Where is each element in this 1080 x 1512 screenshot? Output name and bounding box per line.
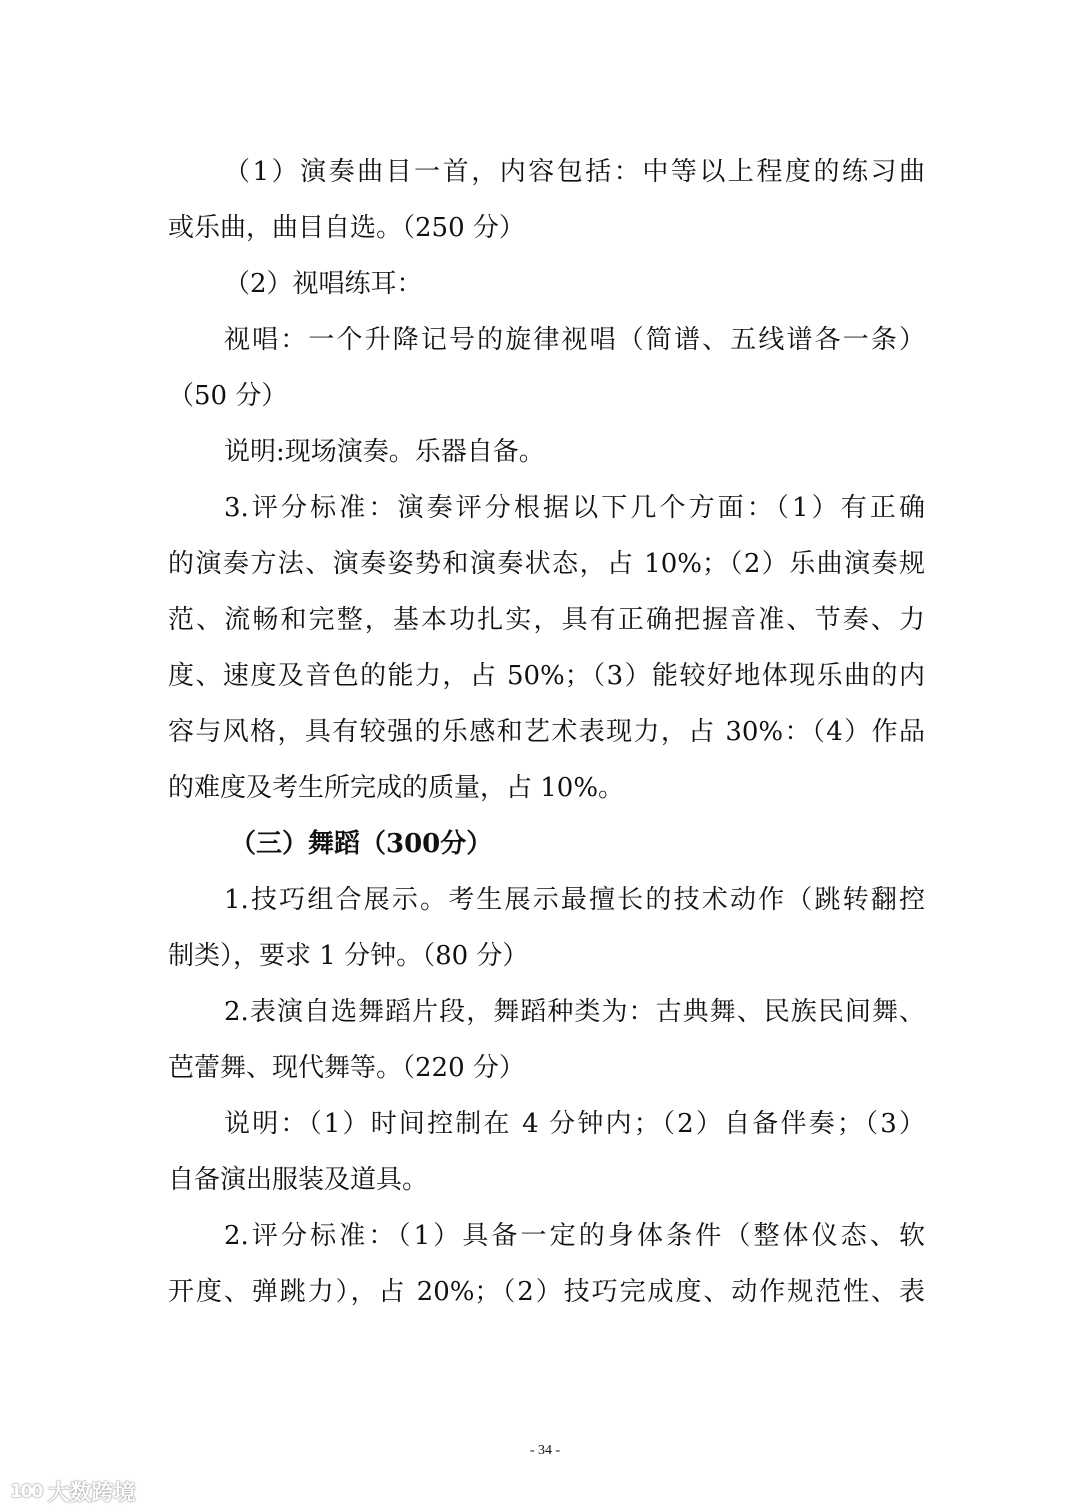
watermark [10,1476,136,1507]
text-line: 容与风格，具有较强的乐感和艺术表现力，占 30%：（4）作品 [168,717,925,747]
text-line: 范、流畅和完整，基本功扎实，具有正确把握音准、节奏、力 [168,605,925,635]
text-line: （50 分） [168,381,288,411]
text-line: （1）演奏曲目一首，内容包括：中等以上程度的练习曲 [224,157,925,187]
text-line: 1.技巧组合展示。考生展示最擅长的技术动作（跳转翻控 [224,885,925,915]
text-line: 制类），要求 1 分钟。（80 分） [168,941,529,971]
text-line: 视唱：一个升降记号的旋律视唱（简谱、五线谱各一条） [224,325,925,355]
section-heading: （三）舞蹈（300分） [230,829,493,859]
watermark-logo-icon: 100 [10,1481,42,1502]
text-line: 度、速度及音色的能力，占 50%；（3）能较好地体现乐曲的内 [168,661,925,691]
text-line: 或乐曲，曲目自选。（250 分） [168,213,525,243]
text-line: 说明:现场演奏。乐器自备。 [224,437,545,467]
document-body [168,144,925,1320]
page-number: - 34 - [529,1443,561,1458]
text-line: 2.表演自选舞蹈片段，舞蹈种类为：古典舞、民族民间舞、 [224,997,925,1027]
text-line: 芭蕾舞、现代舞等。（220 分） [168,1053,525,1083]
text-line: （2）视唱练耳： [224,269,423,299]
text-line: 的难度及考生所完成的质量，占 10%。 [168,773,625,803]
text-line: 3.评分标准：演奏评分根据以下几个方面：（1）有正确 [224,493,925,523]
text-line: 开度、弹跳力），占 20%；（2）技巧完成度、动作规范性、表 [168,1277,925,1307]
text-line: 说明：（1）时间控制在 4 分钟内；（2）自备伴奏；（3） [224,1109,925,1139]
text-line: 自备演出服装及道具。 [168,1165,429,1195]
text-line: 2.评分标准：（1）具备一定的身体条件（整体仪态、软 [224,1221,925,1251]
watermark-text: 大数跨境 [47,1481,136,1506]
text-line: 的演奏方法、演奏姿势和演奏状态，占 10%；（2）乐曲演奏规 [168,549,925,579]
